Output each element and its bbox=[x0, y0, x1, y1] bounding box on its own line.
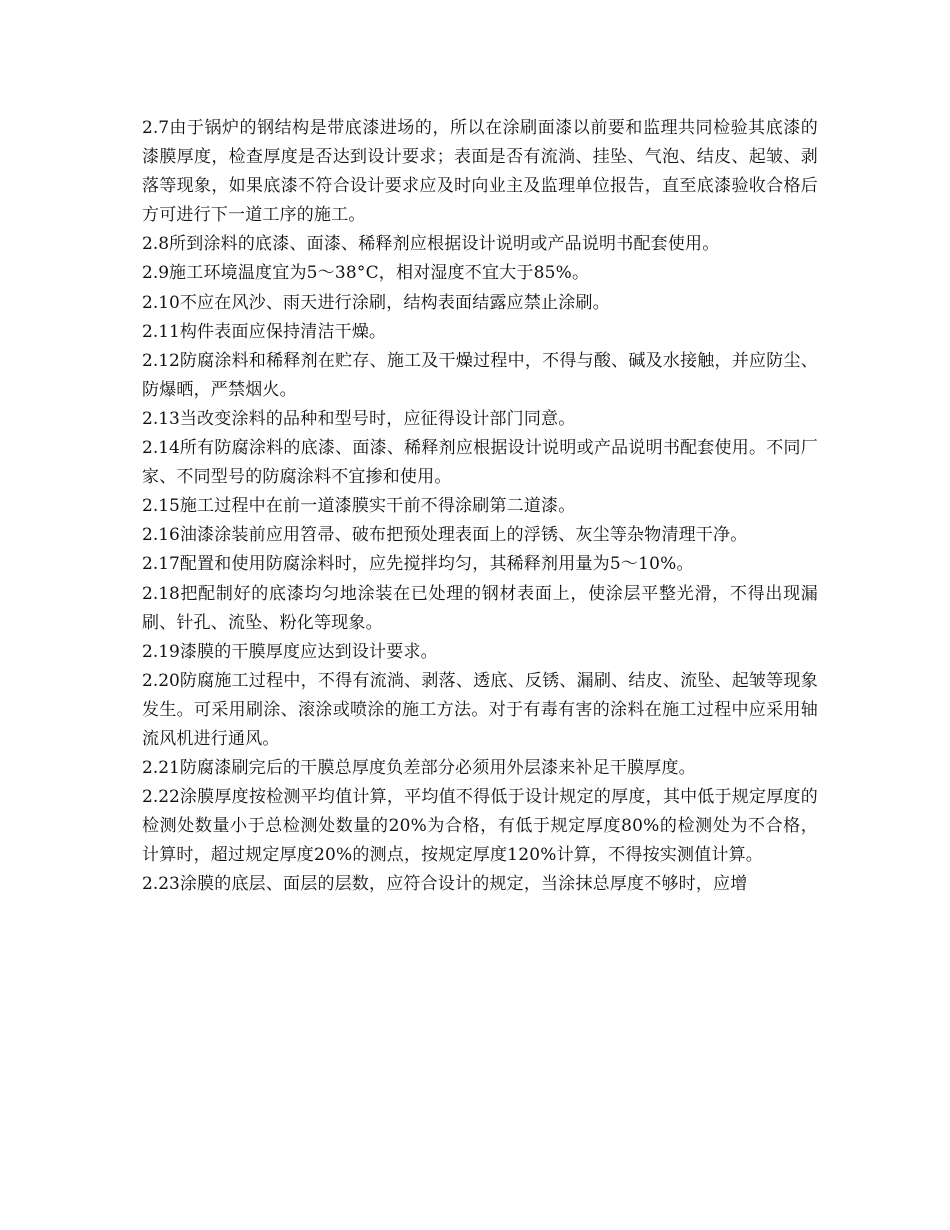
paragraph-text: 当改变涂料的品种和型号时，应征得设计部门同意。 bbox=[179, 408, 576, 429]
paragraph-2-10 bbox=[142, 289, 818, 318]
paragraph-number: 2.8 bbox=[142, 234, 170, 255]
paragraph-text: 油漆涂装前应用笤帚、破布把预处理表面上的浮锈、灰尘等杂物清理干净。 bbox=[179, 525, 748, 546]
paragraph-number: 2.23 bbox=[142, 874, 180, 895]
paragraph-text: 施工过程中在前一道漆膜实干前不得涂刷第二道漆。 bbox=[179, 496, 576, 517]
paragraph-text: 所有防腐涂料的底漆、面漆、稀释剂应根据设计说明或产品说明书配套使用。不同厂家、不同型号的防腐涂料不宜掺和使用。 bbox=[142, 438, 818, 488]
paragraph-2-8 bbox=[142, 230, 818, 259]
paragraph-2-17 bbox=[142, 550, 818, 579]
paragraph-2-16 bbox=[142, 521, 818, 550]
paragraph-text: 防腐涂料和稀释剂在贮存、施工及干燥过程中，不得与酸、碱及水接触，并应防尘、防爆晒，严禁烟火。 bbox=[142, 350, 818, 400]
paragraph-number: 2.19 bbox=[142, 641, 180, 662]
paragraph-2-21 bbox=[142, 754, 818, 783]
paragraph-number: 2.7 bbox=[142, 118, 170, 138]
paragraph-2-13 bbox=[142, 405, 818, 434]
paragraph-number: 2.22 bbox=[142, 787, 180, 808]
paragraph-text: 所到涂料的底漆、面漆、稀释剂应根据设计说明或产品说明书配套使用。 bbox=[169, 234, 720, 255]
paragraph-2-19 bbox=[142, 638, 818, 667]
paragraph-2-23 bbox=[142, 870, 818, 899]
paragraph-number: 2.9 bbox=[142, 263, 170, 284]
paragraph-text: 防腐施工过程中，不得有流淌、剥落、透底、反锈、漏刷、结皮、流坠、起皱等现象发生。可采用刷涂、滚涂或喷涂的施工方法。对于有毒有害的涂料在施工过程中应采用轴流风机进行通风。 bbox=[142, 670, 818, 749]
paragraph-number: 2.17 bbox=[142, 554, 180, 575]
paragraph-text: 涂膜厚度按检测平均值计算，平均值不得低于设计规定的厚度，其中低于规定厚度的检测处数量小于总检测处数量的20%为合格，有低于规定厚度80%的检测处为不合格，计算时，超过规定厚度20%的测点，按规定厚度120%计算，不得按实测值计算。 bbox=[142, 787, 818, 866]
paragraph-2-22 bbox=[142, 783, 818, 870]
paragraph-2-15 bbox=[142, 492, 818, 521]
paragraph-2-20 bbox=[142, 667, 818, 754]
paragraph-2-9 bbox=[142, 259, 818, 288]
paragraph-number: 2.14 bbox=[142, 438, 180, 459]
paragraph-number: 2.21 bbox=[142, 758, 180, 779]
paragraph-text: 防腐漆刷完后的干膜总厚度负差部分必须用外层漆来补足干膜厚度。 bbox=[179, 758, 696, 779]
paragraph-number: 2.16 bbox=[142, 525, 180, 546]
paragraph-2-12 bbox=[142, 347, 818, 405]
paragraph-2-14 bbox=[142, 434, 818, 492]
paragraph-number: 2.20 bbox=[142, 670, 180, 691]
paragraph-text: 不应在风沙、雨天进行涂刷，结构表面结露应禁止涂刷。 bbox=[179, 292, 610, 313]
paragraph-text: 施工环境温度宜为5～38°C，相对湿度不宜大于85%。 bbox=[169, 263, 590, 284]
document-body bbox=[142, 114, 818, 900]
paragraph-text: 由于锅炉的钢结构是带底漆进场的，所以在涂刷面漆以前要和监理共同检验其底漆的漆膜厚度，检查厚度是否达到设计要求；表面是否有流淌、挂坠、气泡、结皮、起皱、剥落等现象，如果底漆不符合设计要求应及时向业主及监理单位报告，直至底漆验收合格后方可进行下一道工序的施工。 bbox=[142, 118, 818, 226]
paragraph-number: 2.15 bbox=[142, 496, 180, 517]
paragraph-number: 2.12 bbox=[142, 350, 180, 371]
paragraph-text: 涂膜的底层、面层的层数，应符合设计的规定，当涂抹总厚度不够时，应增 bbox=[179, 874, 748, 895]
paragraph-number: 2.18 bbox=[142, 583, 180, 604]
paragraph-text: 配置和使用防腐涂料时，应先搅拌均匀，其稀释剂用量为5～10%。 bbox=[179, 554, 694, 575]
paragraph-2-7 bbox=[142, 114, 818, 230]
paragraph-number: 2.13 bbox=[142, 408, 180, 429]
paragraph-number: 2.10 bbox=[142, 292, 180, 313]
paragraph-number: 2.11 bbox=[142, 321, 180, 342]
paragraph-text: 把配制好的底漆均匀地涂装在已处理的钢材表面上，使涂层平整光滑，不得出现漏刷、针孔、流坠、粉化等现象。 bbox=[142, 583, 818, 633]
paragraph-text: 构件表面应保持清洁干燥。 bbox=[179, 321, 387, 342]
paragraph-2-18 bbox=[142, 580, 818, 638]
paragraph-text: 漆膜的干膜厚度应达到设计要求。 bbox=[179, 641, 438, 662]
paragraph-2-11 bbox=[142, 318, 818, 347]
